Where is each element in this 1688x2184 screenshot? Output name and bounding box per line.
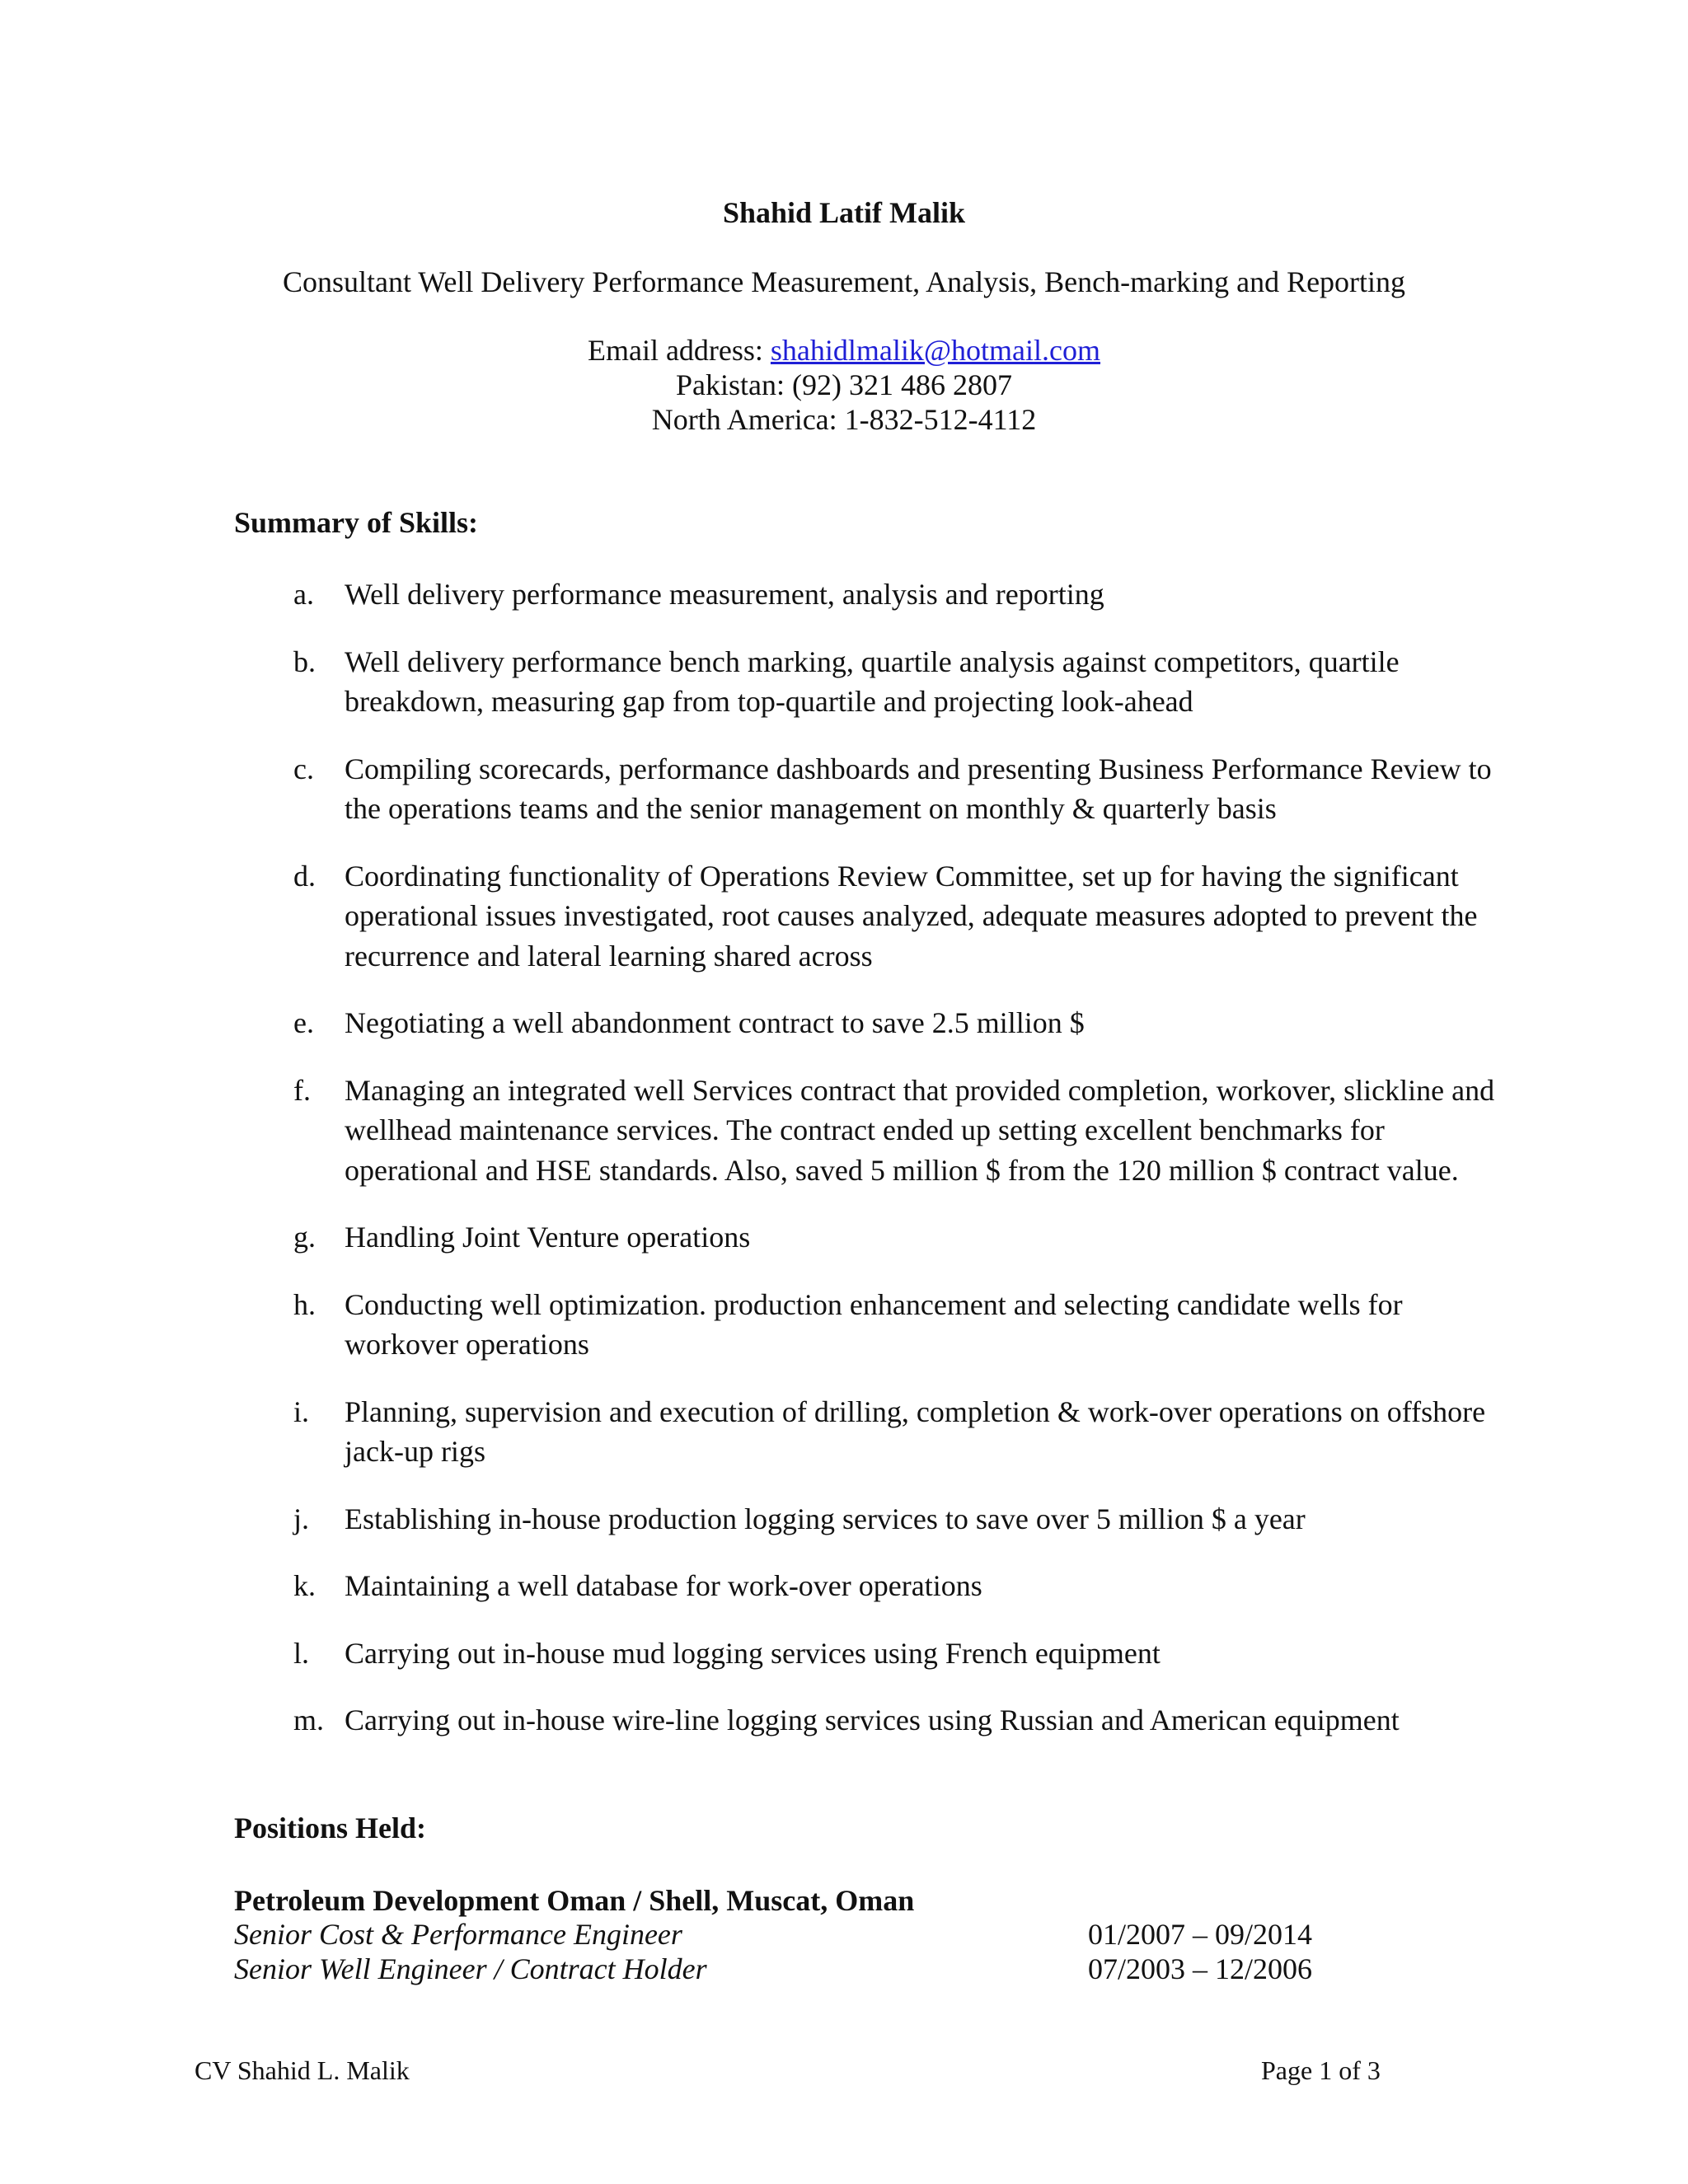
skill-marker: i. (293, 1394, 310, 1428)
skill-text: Well delivery performance bench marking, quartile analysis against competitors, quartile breakdown, measuring gap from top-quartile and projecting look-ahead (345, 644, 1400, 718)
skill-marker: c. (293, 752, 314, 785)
skill-text: Compiling scorecards, performance dashboards and presenting Business Performance Review to the operations teams and the senior management on monthly & quarterly basis (345, 752, 1492, 825)
skills-list (234, 574, 1503, 1768)
position-row (234, 1917, 1388, 1952)
skill-item (234, 1700, 1503, 1741)
position-title: Senior Well Engineer / Contract Holder (234, 1952, 707, 1985)
skill-marker: h. (293, 1287, 316, 1321)
candidate-name: Shahid Latif Malik (722, 196, 966, 229)
position-dates: 07/2003 – 12/2006 (1088, 1952, 1313, 1985)
skill-text: Establishing in-house production logging services to save over 5 million $ a year (345, 1502, 1306, 1535)
skill-item (234, 1633, 1503, 1674)
position-row (234, 1952, 1388, 1986)
skill-marker: m. (293, 1704, 325, 1736)
skill-text: Well delivery performance measurement, analysis and reporting (345, 578, 1104, 611)
position-title: Senior Cost & Performance Engineer (234, 1918, 682, 1951)
skill-marker: l. (293, 1636, 310, 1670)
position-dates: 01/2007 – 09/2014 (1088, 1918, 1313, 1951)
skill-marker: j. (293, 1502, 310, 1535)
skills-heading: Summary of Skills: (234, 506, 479, 539)
skill-text: Carrying out in-house wire-line logging services using Russian and American equipment (345, 1704, 1400, 1736)
skill-text: Maintaining a well database for work-over operations (345, 1569, 982, 1602)
contact-block (0, 333, 1688, 437)
phone-north-america: North America: 1-832-512-4112 (651, 403, 1037, 436)
skill-item (234, 1566, 1503, 1606)
skill-marker: a. (293, 578, 314, 611)
email-link[interactable]: shahidlmalik@hotmail.com (770, 334, 1101, 367)
skill-text: Negotiating a well abandonment contract to save 2.5 million $ (345, 1006, 1085, 1039)
skill-marker: d. (293, 859, 316, 893)
skill-item (234, 1285, 1503, 1365)
professional-title: Consultant Well Delivery Performance Measurement, Analysis, Bench-marking and Reporting (282, 265, 1406, 298)
skill-text: Conducting well optimization. production enhancement and selecting candidate wells for workover operations (345, 1287, 1403, 1361)
skill-marker: g. (293, 1221, 316, 1254)
skill-text: Managing an integrated well Services contract that provided completion, workover, slickline and wellhead maintenance services. The contract ended up setting excellent benchmarks for operational and HSE standards. Also, saved 5 million $ from the 120 million $ contract value. (345, 1073, 1495, 1187)
skill-item (234, 1003, 1503, 1043)
footer-document-title: CV Shahid L. Malik (195, 2055, 410, 2085)
skill-text: Carrying out in-house mud logging services using French equipment (345, 1636, 1160, 1670)
skill-item (234, 1392, 1503, 1472)
skill-marker: f. (293, 1073, 311, 1107)
skill-marker: k. (293, 1569, 316, 1602)
skill-text: Handling Joint Venture operations (345, 1221, 751, 1254)
skill-item (234, 1071, 1503, 1191)
skill-item (234, 749, 1503, 829)
company-name: Petroleum Development Oman / Shell, Muscat, Oman (234, 1884, 915, 1917)
skill-marker: b. (293, 644, 316, 678)
email-label: Email address: (587, 334, 771, 367)
phone-pakistan: Pakistan: (92) 321 486 2807 (676, 368, 1012, 401)
skill-text: Coordinating functionality of Operations Review Committee, set up for having the significant operational issues investigated, root causes analyzed, adequate measures adopted to prevent the recurrence and lateral learning shared across (345, 859, 1478, 972)
skill-text: Planning, supervision and execution of drilling, completion & work-over operations on offshore jack-up rigs (345, 1394, 1486, 1468)
skill-item (234, 1217, 1503, 1258)
skill-item (234, 574, 1503, 615)
skill-item (234, 642, 1503, 722)
positions-heading: Positions Held: (234, 1811, 427, 1844)
email-line (0, 333, 1688, 368)
skill-item (234, 856, 1503, 977)
skill-item (234, 1499, 1503, 1540)
skill-marker: e. (293, 1006, 314, 1039)
footer-page-number: Page 1 of 3 (1261, 2055, 1381, 2085)
